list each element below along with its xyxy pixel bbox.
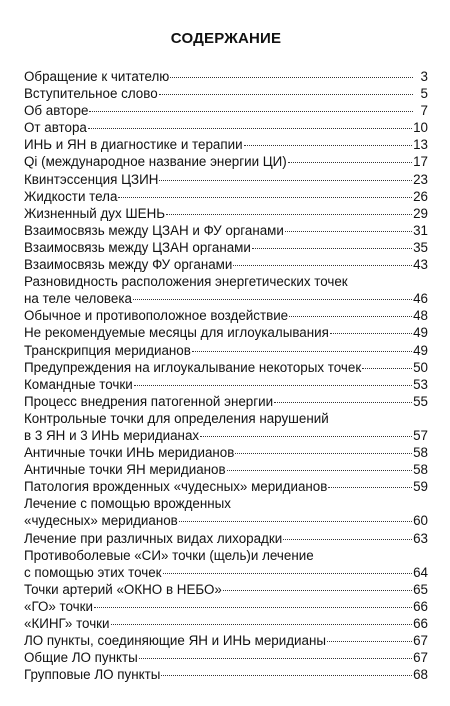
dot-leader xyxy=(111,624,413,625)
toc-entry-title: Жидкости тела xyxy=(24,188,118,204)
toc-entry-text-line: Противоболевые «СИ» точки (щель)и лечение xyxy=(24,547,314,563)
toc-entry-line xyxy=(24,171,428,188)
toc-entry-title: в 3 ЯН и 3 ИНЬ меридианах xyxy=(24,427,200,443)
toc-entry-line xyxy=(24,461,428,478)
toc-entry-title: Транскрипция меридианов xyxy=(24,342,191,358)
toc-entry-line xyxy=(24,119,428,136)
toc-entry xyxy=(24,256,428,273)
toc-entry-line xyxy=(24,324,428,341)
dot-leader xyxy=(166,214,412,215)
dot-leader xyxy=(192,351,412,352)
toc-entry-title: ИНЬ и ЯН в диагностике и терапии xyxy=(24,137,243,153)
dot-leader xyxy=(289,316,412,317)
toc-entry-line xyxy=(24,530,428,547)
toc-entry-line xyxy=(24,68,428,85)
toc-entry xyxy=(24,205,428,222)
toc-entry-page-number: 49 xyxy=(413,325,428,341)
toc-entry xyxy=(24,530,428,547)
toc-entry xyxy=(24,461,428,478)
toc-entry-title: «КИНГ» точки xyxy=(24,616,110,631)
toc-entry-line xyxy=(24,581,428,598)
toc-entry xyxy=(24,410,428,444)
toc-entry-title: Лечение при различных видах лихорадки xyxy=(24,530,283,546)
toc-entry xyxy=(24,478,428,495)
toc-entry-title: Жизненный дух ШЕНЬ xyxy=(24,205,166,221)
toc-entry xyxy=(24,188,428,205)
toc-entry-line xyxy=(24,649,428,666)
dot-leader xyxy=(133,299,412,300)
toc-entry xyxy=(24,666,428,683)
toc-entry-text-line: Контрольные точки для определения нарушений xyxy=(24,410,329,426)
toc-entry-page-number: 59 xyxy=(413,479,428,495)
toc-entry-title: Античные точки ЯН меридианов xyxy=(24,462,226,478)
dot-leader xyxy=(233,265,412,266)
toc-entry-line xyxy=(24,239,428,256)
toc-entry-page-number: 68 xyxy=(413,667,428,683)
toc-entry-title: Обращение к читателю xyxy=(24,69,170,84)
toc-list xyxy=(24,68,428,683)
toc-entry-title: Квинтэссенция ЦЗИН xyxy=(24,171,159,187)
page-title: СОДЕРЖАНИЕ xyxy=(170,30,282,47)
toc-entry-page-number: 63 xyxy=(413,530,428,546)
toc-entry-page-number: 58 xyxy=(413,462,428,478)
dot-leader xyxy=(200,436,412,437)
toc-entry-line xyxy=(24,598,428,615)
toc-entry-line xyxy=(24,222,428,239)
toc-entry-page-number: 58 xyxy=(413,445,428,461)
toc-entry-title: Qi (международное название энергии ЦИ) xyxy=(24,154,287,170)
toc-entry-text-line: Лечение с помощью врожденных xyxy=(24,496,231,512)
toc-entry xyxy=(24,632,428,649)
toc-entry-line xyxy=(24,427,428,444)
dot-leader xyxy=(288,162,412,163)
toc-entry-line xyxy=(24,136,428,153)
toc-entry-title: Вступительное слово xyxy=(24,86,158,102)
toc-entry-page-number: 67 xyxy=(413,633,428,649)
dot-leader xyxy=(163,573,413,574)
toc-entry-title: Взаимосвязь между ЦЗАН органами xyxy=(24,239,251,255)
toc-entry-title: Предупреждения на иглоукалывание некоторых точек xyxy=(24,359,362,375)
toc-entry xyxy=(24,598,428,615)
dot-leader xyxy=(330,333,412,334)
toc-entry-page-number: 49 xyxy=(413,342,428,358)
toc-entry-line xyxy=(24,256,428,273)
toc-entry xyxy=(24,307,428,324)
toc-entry-page-number: 53 xyxy=(413,376,428,392)
toc-entry-page-number: 29 xyxy=(413,205,428,221)
toc-entry-title: Об авторе xyxy=(24,103,89,119)
toc-entry xyxy=(24,342,428,359)
dot-leader xyxy=(170,77,413,78)
dot-leader xyxy=(134,385,412,386)
toc-entry-line xyxy=(24,666,428,683)
toc-entry xyxy=(24,444,428,461)
toc-entry xyxy=(24,359,428,376)
toc-entry-page-number: 66 xyxy=(413,598,428,614)
toc-entry-page-number: 55 xyxy=(413,393,428,409)
toc-entry-line xyxy=(24,632,428,649)
toc-entry-page-number: 5 xyxy=(420,86,428,102)
toc-entry xyxy=(24,547,428,581)
dot-leader xyxy=(274,402,412,403)
toc-entry-title: Процесс внедрения патогенной энергии xyxy=(24,393,274,409)
toc-entry xyxy=(24,171,428,188)
toc-entry-title: Взаимосвязь между ЦЗАН и ФУ органами xyxy=(24,222,284,238)
toc-entry-page-number: 65 xyxy=(413,581,428,597)
toc-entry-title: Не рекомендуемые месяцы для иглоукалывания xyxy=(24,325,329,341)
toc-entry-page-number: 35 xyxy=(413,239,428,255)
toc-entry-line xyxy=(24,153,428,170)
toc-entry-line xyxy=(24,564,428,581)
toc-entry-line xyxy=(24,307,428,324)
dot-leader xyxy=(362,368,412,369)
toc-entry-title: Взаимосвязь между ФУ органами xyxy=(24,257,233,273)
toc-entry-page-number: 67 xyxy=(413,650,428,666)
dot-leader xyxy=(235,453,412,454)
toc-entry xyxy=(24,136,428,153)
toc-entry-page-number: 7 xyxy=(420,103,428,119)
toc-entry xyxy=(24,153,428,170)
dot-leader xyxy=(159,94,413,95)
toc-entry-page-number: 23 xyxy=(413,171,428,187)
toc-entry xyxy=(24,102,428,119)
toc-entry xyxy=(24,273,428,307)
toc-entry-title: на теле человека xyxy=(24,291,132,307)
toc-entry-page-number: 17 xyxy=(413,154,428,170)
toc-entry-line xyxy=(24,188,428,205)
toc-entry-title: Командные точки xyxy=(24,376,133,392)
toc-entry xyxy=(24,393,428,410)
toc-entry-line xyxy=(24,102,428,119)
dot-leader xyxy=(283,539,412,540)
toc-entry xyxy=(24,68,428,85)
dot-leader xyxy=(328,487,412,488)
toc-entry-title: От автора xyxy=(24,120,87,136)
toc-entry-title: «чудесных» меридианов xyxy=(24,513,178,529)
dot-leader xyxy=(179,521,412,522)
toc-entry-page-number: 10 xyxy=(413,120,428,136)
toc-entry-page-number: 50 xyxy=(413,359,428,375)
toc-entry-line xyxy=(24,359,428,376)
toc-entry-line xyxy=(24,444,428,461)
toc-entry xyxy=(24,495,428,529)
toc-entry-page-number: 66 xyxy=(413,616,428,631)
toc-entry-page-number: 48 xyxy=(413,308,428,324)
toc-entry-page-number: 3 xyxy=(420,69,428,84)
dot-leader xyxy=(139,658,412,659)
toc-entry xyxy=(24,222,428,239)
toc-entry-title: Античные точки ИНЬ меридианов xyxy=(24,445,235,461)
toc-entry-line xyxy=(24,393,428,410)
dot-leader xyxy=(118,197,412,198)
toc-entry-page-number: 46 xyxy=(413,291,428,307)
toc-entry-line xyxy=(24,205,428,222)
toc-entry-title: с помощью этих точек xyxy=(24,564,162,580)
toc-entry-page-number: 13 xyxy=(413,137,428,153)
toc-entry-title: Групповые ЛО пункты xyxy=(24,667,161,683)
toc-entry-page-number: 26 xyxy=(413,188,428,204)
toc-entry-line xyxy=(24,478,428,495)
toc-entry xyxy=(24,324,428,341)
toc-entry-page-number: 57 xyxy=(413,427,428,443)
toc-entry-title: Общие ЛО пункты xyxy=(24,650,138,666)
dot-leader xyxy=(94,607,412,608)
dot-leader xyxy=(327,641,412,642)
dot-leader xyxy=(159,180,412,181)
toc-entry xyxy=(24,239,428,256)
toc-entry-line xyxy=(24,615,428,632)
toc-entry-title: Обычное и противоположное воздействие xyxy=(24,308,289,324)
toc-entry-line xyxy=(24,85,428,102)
dot-leader xyxy=(223,590,412,591)
toc-entry-title: Патология врожденных «чудесных» меридианов xyxy=(24,479,328,495)
toc-entry xyxy=(24,649,428,666)
toc-entry-title: ЛО пункты, соединяющие ЯН и ИНЬ меридианы xyxy=(24,633,326,649)
toc-entry-page-number: 60 xyxy=(413,513,428,529)
toc-entry-page-number: 31 xyxy=(413,222,428,238)
toc-entry-line xyxy=(24,290,428,307)
dot-leader xyxy=(161,675,412,676)
dot-leader xyxy=(252,248,412,249)
toc-entry-text-line: Разновидность расположения энергетических точек xyxy=(24,274,348,290)
toc-entry-title: «ГО» точки xyxy=(24,598,93,614)
toc-entry-line xyxy=(24,512,428,529)
toc-entry xyxy=(24,376,428,393)
toc-entry-line xyxy=(24,376,428,393)
dot-leader xyxy=(244,145,413,146)
toc-entry-page-number: 64 xyxy=(413,564,428,580)
toc-entry xyxy=(24,615,428,632)
dot-leader xyxy=(88,128,412,129)
toc-entry-page-number: 43 xyxy=(413,257,428,273)
toc-entry xyxy=(24,119,428,136)
toc-entry-title: Точки артерий «ОКНО в НЕБО» xyxy=(24,581,222,597)
toc-entry-line xyxy=(24,342,428,359)
toc-entry xyxy=(24,85,428,102)
toc-entry xyxy=(24,581,428,598)
dot-leader xyxy=(285,231,412,232)
dot-leader xyxy=(89,111,413,112)
dot-leader xyxy=(227,470,412,471)
